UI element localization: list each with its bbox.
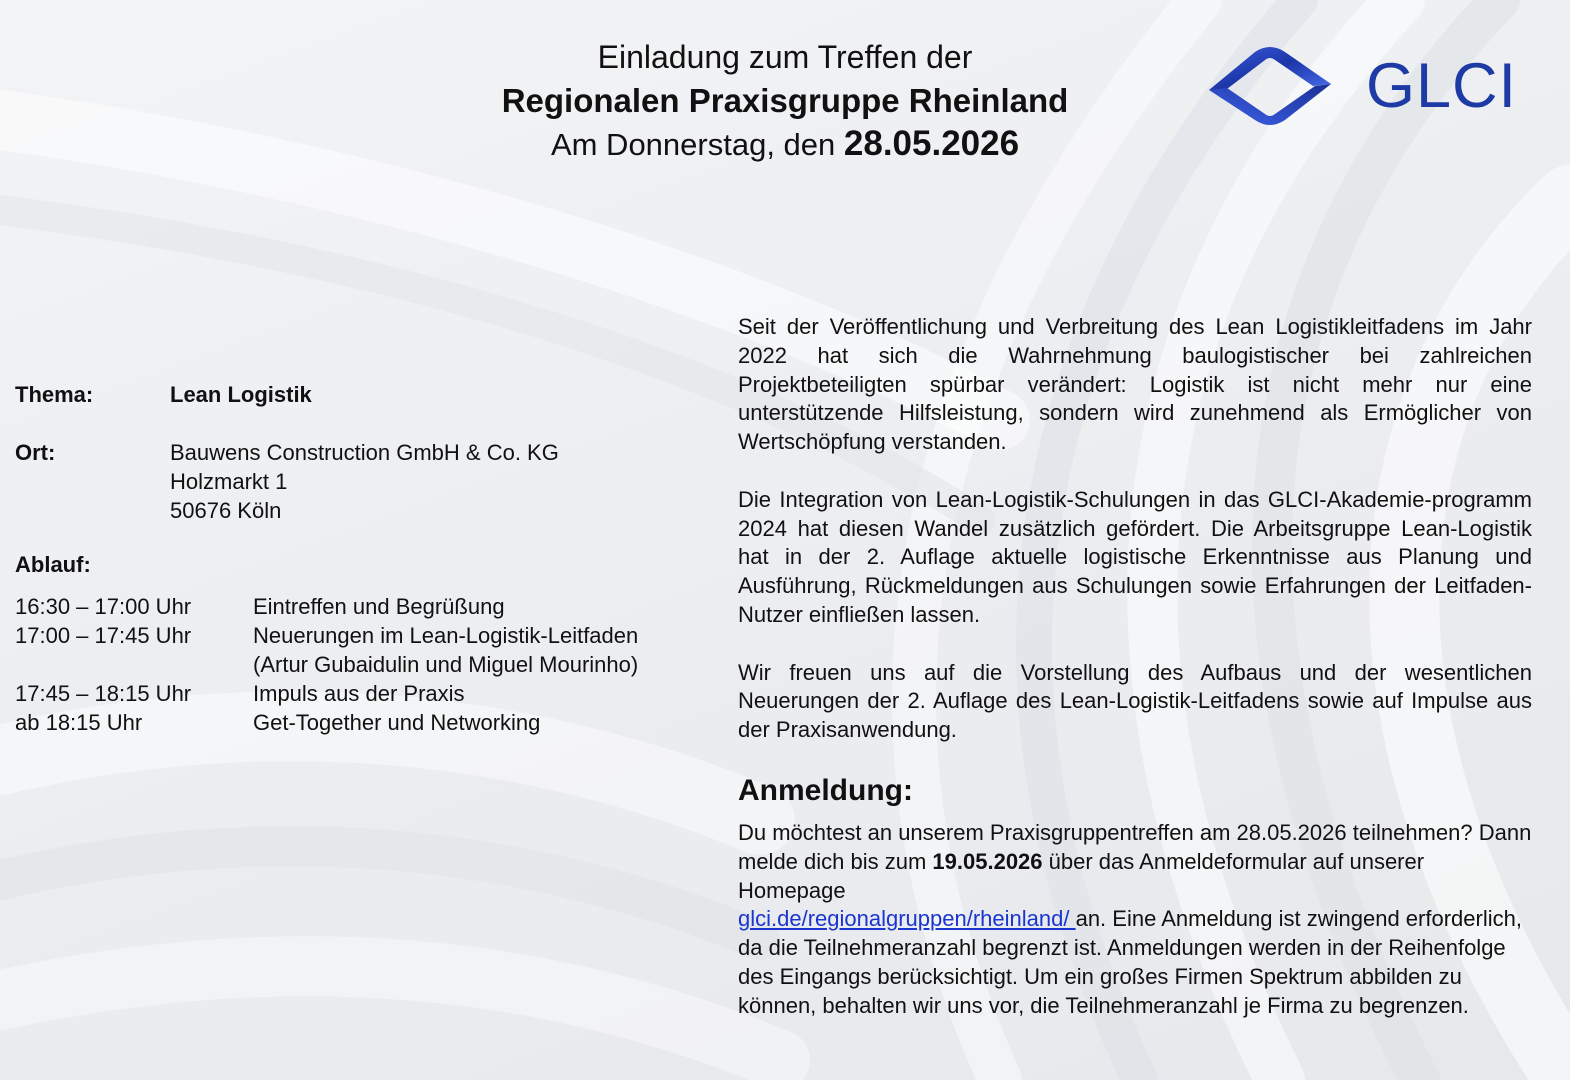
registration-link[interactable]: glci.de/regionalgruppen/rheinland/: [738, 906, 1076, 932]
schedule-activity: Get-Together und Networking: [253, 710, 541, 735]
header-date-line: [385, 122, 1185, 166]
schedule-time: 17:00 – 17:45 Uhr: [15, 623, 192, 648]
description-paragraph: Die Integration von Lean-Logistik-Schulungen in das GLCI-Akademie-programm 2024 hat diesen Wandel zusätzlich gefördert. Die Arbeitsgruppe Lean-Logistik hat in der 2. Auflage aktuelle logistische Erkenntnisse aus Planung und Ausführung, Rückmeldungen aus Schulungen sowie Erfahrungen der Leitfaden-Nutzer einfließen lassen.: [738, 486, 1532, 627]
ort-line: 50676 Köln: [170, 498, 282, 523]
registration-text-part: Du möchtest an unserem Praxisgruppentreffen am 28.05.2026 teilnehmen? Dann melde dich bis zum: [738, 819, 1532, 874]
registration-text-part: an. Eine Anmeldung ist zwingend erforderlich, da die Teilnehmeranzahl begrenzt ist. Anmeldungen werden in der Reihenfolge des Eingangs berücksichtigt. Um ein großes Firmen Spektrum abbilden zu können, behalten wir uns vor, die Teilnehmeranzahl je Firma zu begrenzen.: [738, 906, 1522, 1018]
event-description: [738, 313, 1532, 1021]
schedule-time: 17:45 – 18:15 Uhr: [15, 681, 192, 706]
schedule-activity: Impuls aus der Praxis: [253, 681, 465, 706]
schedule-time: ab 18:15 Uhr: [15, 710, 143, 735]
header-date: 28.05.2026: [843, 124, 1020, 163]
schedule-time: 16:30 – 17:00 Uhr: [15, 594, 192, 619]
ort-label: Ort:: [15, 440, 56, 465]
thema-value: Lean Logistik: [170, 382, 312, 407]
registration-deadline: 19.05.2026: [932, 848, 1043, 874]
thema-label: Thema:: [15, 382, 94, 407]
description-paragraph: Wir freuen uns auf die Vorstellung des Aufbaus und der wesentlichen Neuerungen der 2. Auflage des Lean-Logistik-Leitfadens sowie auf Impulse aus der Praxisanwendung.: [738, 659, 1532, 743]
header-line-1: Einladung zum Treffen der: [597, 39, 973, 75]
glci-logo-mark-icon: [1203, 46, 1337, 126]
registration-heading: Anmeldung:: [738, 773, 913, 807]
registration-text: [738, 819, 1532, 1021]
schedule-activity: Neuerungen im Lean-Logistik-Leitfaden: [253, 623, 639, 648]
invitation-header: [385, 36, 1185, 166]
header-group-name: Regionalen Praxisgruppe Rheinland: [501, 82, 1069, 119]
schedule-activity: (Artur Gubaidulin und Miguel Mourinho): [253, 652, 639, 677]
glci-logo: [1203, 46, 1523, 126]
ort-line: Holzmarkt 1: [170, 469, 288, 494]
description-paragraph: Seit der Veröffentlichung und Verbreitung des Lean Logistikleitfadens im Jahr 2022 hat sich die Wahrnehmung baulogistischer bei zahlreichen Projektbeteiligten spürbar verändert: Logistik ist nicht mehr nur eine unterstützende Hilfsleistung, sondern wird zunehmend als Ermöglicher von Wertschöpfung verstanden.: [738, 314, 1532, 455]
schedule-activity: Eintreffen und Begrüßung: [253, 594, 505, 619]
header-date-prefix: Am Donnerstag, den: [550, 127, 844, 162]
ort-line: Bauwens Construction GmbH & Co. KG: [170, 440, 559, 465]
registration-text-part: über das Anmeldeformular auf unserer Homepage: [738, 848, 1425, 903]
glci-logo-text: GLCI: [1366, 51, 1518, 121]
ablauf-label: Ablauf:: [15, 552, 91, 577]
